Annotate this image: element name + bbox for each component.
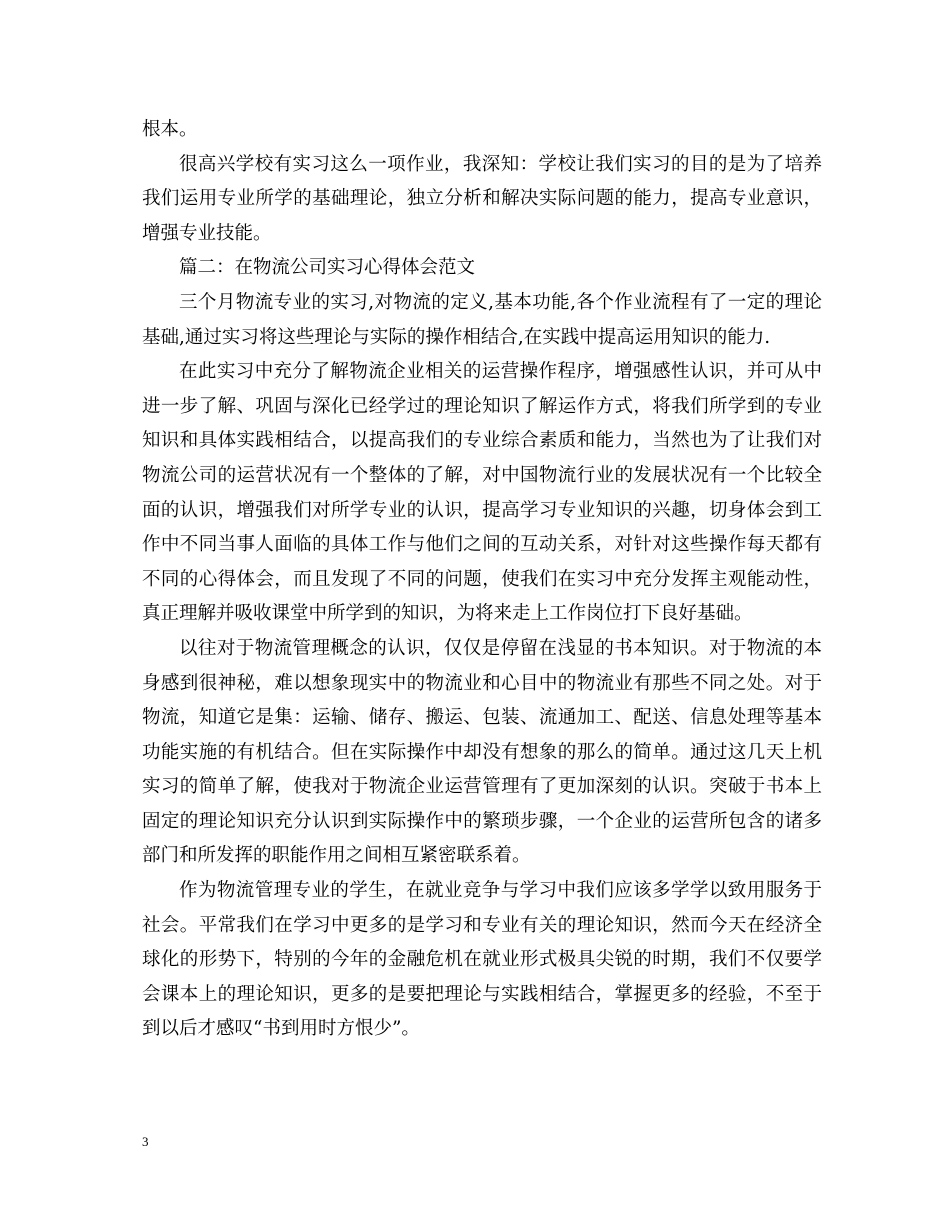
document-body [142, 113, 822, 1047]
paragraph-continuation: 根本。 [142, 119, 198, 140]
paragraph-operations: 在此实习中充分了解物流企业相关的运营操作程序，增强感性认识，并可从中进一步了解、巩固与深化已经学过的理论知识了解运作方式，将我们所学到的专业知识和具体实践相结合，以提高我们的专业综合素质和能力，当然也为了让我们对物流公司的运营状况有一个整体的了解，对中国物流行业的发展状况有一个比较全面的认识，增强我们对所学专业的认识，提高学习专业知识的兴趣，切身体会到工作中不同当事人面临的具体工作与他们之间的互动关系，对针对这些操作每天都有不同的心得体会，而且发现了不同的问题，使我们在实习中充分发挥主观能动性，真正理解并吸收课堂中所学到的知识，为将来走上工作岗位打下良好基础。 [142, 361, 822, 625]
paragraph-internship-purpose: 很高兴学校有实习这么一项作业，我深知：学校让我们实习的目的是为了培养我们运用专业所学的基础理论，独立分析和解决实际问题的能力，提高专业意识，增强专业技能。 [142, 153, 822, 244]
page-number: 3 [142, 1134, 149, 1149]
paragraph-concept: 以往对于物流管理概念的认识，仅仅是停留在浅显的书本知识。对于物流的本身感到很神秘，难以想象现实中的物流业和心目中的物流业有那些不同之处。对于物流，知道它是集：运输、储存、搬运、包装、流通加工、配送、信息处理等基本功能实施的有机结合。但在实际操作中却没有想象的那么的简单。通过这几天上机实习的简单了解，使我对于物流企业运营管理有了更加深刻的认识。突破于书本上固定的理论知识充分认识到实际操作中的繁琐步骤，一个企业的运营所包含的诸多部门和所发挥的职能作用之间相互紧密联系着。 [142, 637, 822, 867]
section-heading: 篇二：在物流公司实习心得体会范文 [179, 257, 476, 279]
paragraph-three-months: 三个月物流专业的实习,对物流的定义,基本功能,各个作业流程有了一定的理论基础,通过实习将这些理论与实际的操作相结合,在实践中提高运用知识的能力. [142, 291, 822, 348]
paragraph-student-role: 作为物流管理专业的学生，在就业竞争与学习中我们应该多学学以致用服务于社会。平常我们在学习中更多的是学习和专业有关的理论知识，然而今天在经济全球化的形势下，特别的今年的金融危机在就业形式极具尖锐的时期，我们不仅要学会课本上的理论知识，更多的是要把理论与实践相结合，掌握更多的经验，不至于到以后才感叹“书到用时方恨少”。 [142, 880, 822, 1040]
